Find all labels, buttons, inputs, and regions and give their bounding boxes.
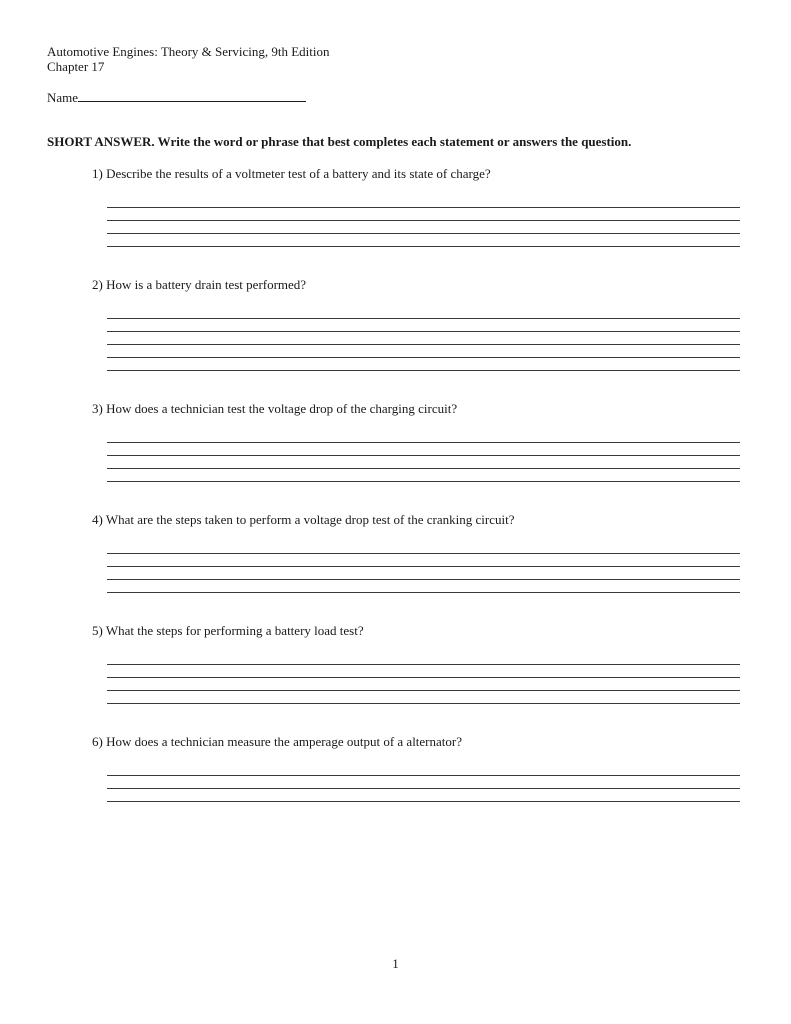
question-text <box>92 166 740 181</box>
question-block <box>47 166 740 247</box>
answer-line <box>107 456 740 469</box>
answer-line <box>107 776 740 789</box>
question-number: 2) <box>92 277 103 292</box>
answer-line <box>107 443 740 456</box>
section-instructions: SHORT ANSWER. Write the word or phrase that best completes each statement or answers the question. <box>47 134 632 149</box>
answer-lines <box>107 652 740 704</box>
question-label: How does a technician measure the amperage output of a alternator? <box>106 734 462 749</box>
question-number: 5) <box>92 623 103 638</box>
questions-list <box>47 166 740 802</box>
answer-line <box>107 234 740 247</box>
question-block <box>47 277 740 371</box>
answer-lines <box>107 306 740 371</box>
question-number: 6) <box>92 734 103 749</box>
question-text <box>92 512 740 527</box>
document-header <box>47 44 740 74</box>
answer-line <box>107 332 740 345</box>
answer-lines <box>107 541 740 593</box>
question-block <box>47 512 740 593</box>
answer-line <box>107 567 740 580</box>
answer-line <box>107 319 740 332</box>
name-label: Name <box>47 90 79 105</box>
book-title: Automotive Engines: Theory & Servicing, 9th Edition <box>47 44 330 59</box>
answer-lines <box>107 430 740 482</box>
name-blank-line <box>78 89 306 102</box>
answer-line <box>107 541 740 554</box>
answer-line <box>107 691 740 704</box>
answer-line <box>107 358 740 371</box>
answer-line <box>107 221 740 234</box>
answer-line <box>107 580 740 593</box>
question-text <box>92 734 740 749</box>
question-number: 4) <box>92 512 103 527</box>
answer-line <box>107 554 740 567</box>
answer-line <box>107 208 740 221</box>
answer-lines <box>107 763 740 802</box>
question-number: 3) <box>92 401 103 416</box>
question-label: How is a battery drain test performed? <box>106 277 307 292</box>
answer-line <box>107 763 740 776</box>
question-block <box>47 623 740 704</box>
chapter-label: Chapter 17 <box>47 59 105 74</box>
question-number: 1) <box>92 166 103 181</box>
answer-line <box>107 195 740 208</box>
name-row <box>47 89 740 105</box>
question-text <box>92 623 740 638</box>
answer-line <box>107 678 740 691</box>
question-label: What the steps for performing a battery load test? <box>105 623 364 638</box>
answer-lines <box>107 195 740 247</box>
answer-line <box>107 652 740 665</box>
answer-line <box>107 469 740 482</box>
question-text <box>92 277 740 292</box>
answer-line <box>107 345 740 358</box>
question-label: How does a technician test the voltage drop of the charging circuit? <box>106 401 458 416</box>
page-number: 1 <box>392 956 399 971</box>
answer-line <box>107 789 740 802</box>
question-text <box>92 401 740 416</box>
answer-line <box>107 665 740 678</box>
question-label: Describe the results of a voltmeter test of a battery and its state of charge? <box>106 166 491 181</box>
question-block <box>47 734 740 802</box>
answer-line <box>107 430 740 443</box>
question-label: What are the steps taken to perform a voltage drop test of the cranking circuit? <box>105 512 515 527</box>
question-block <box>47 401 740 482</box>
answer-line <box>107 306 740 319</box>
